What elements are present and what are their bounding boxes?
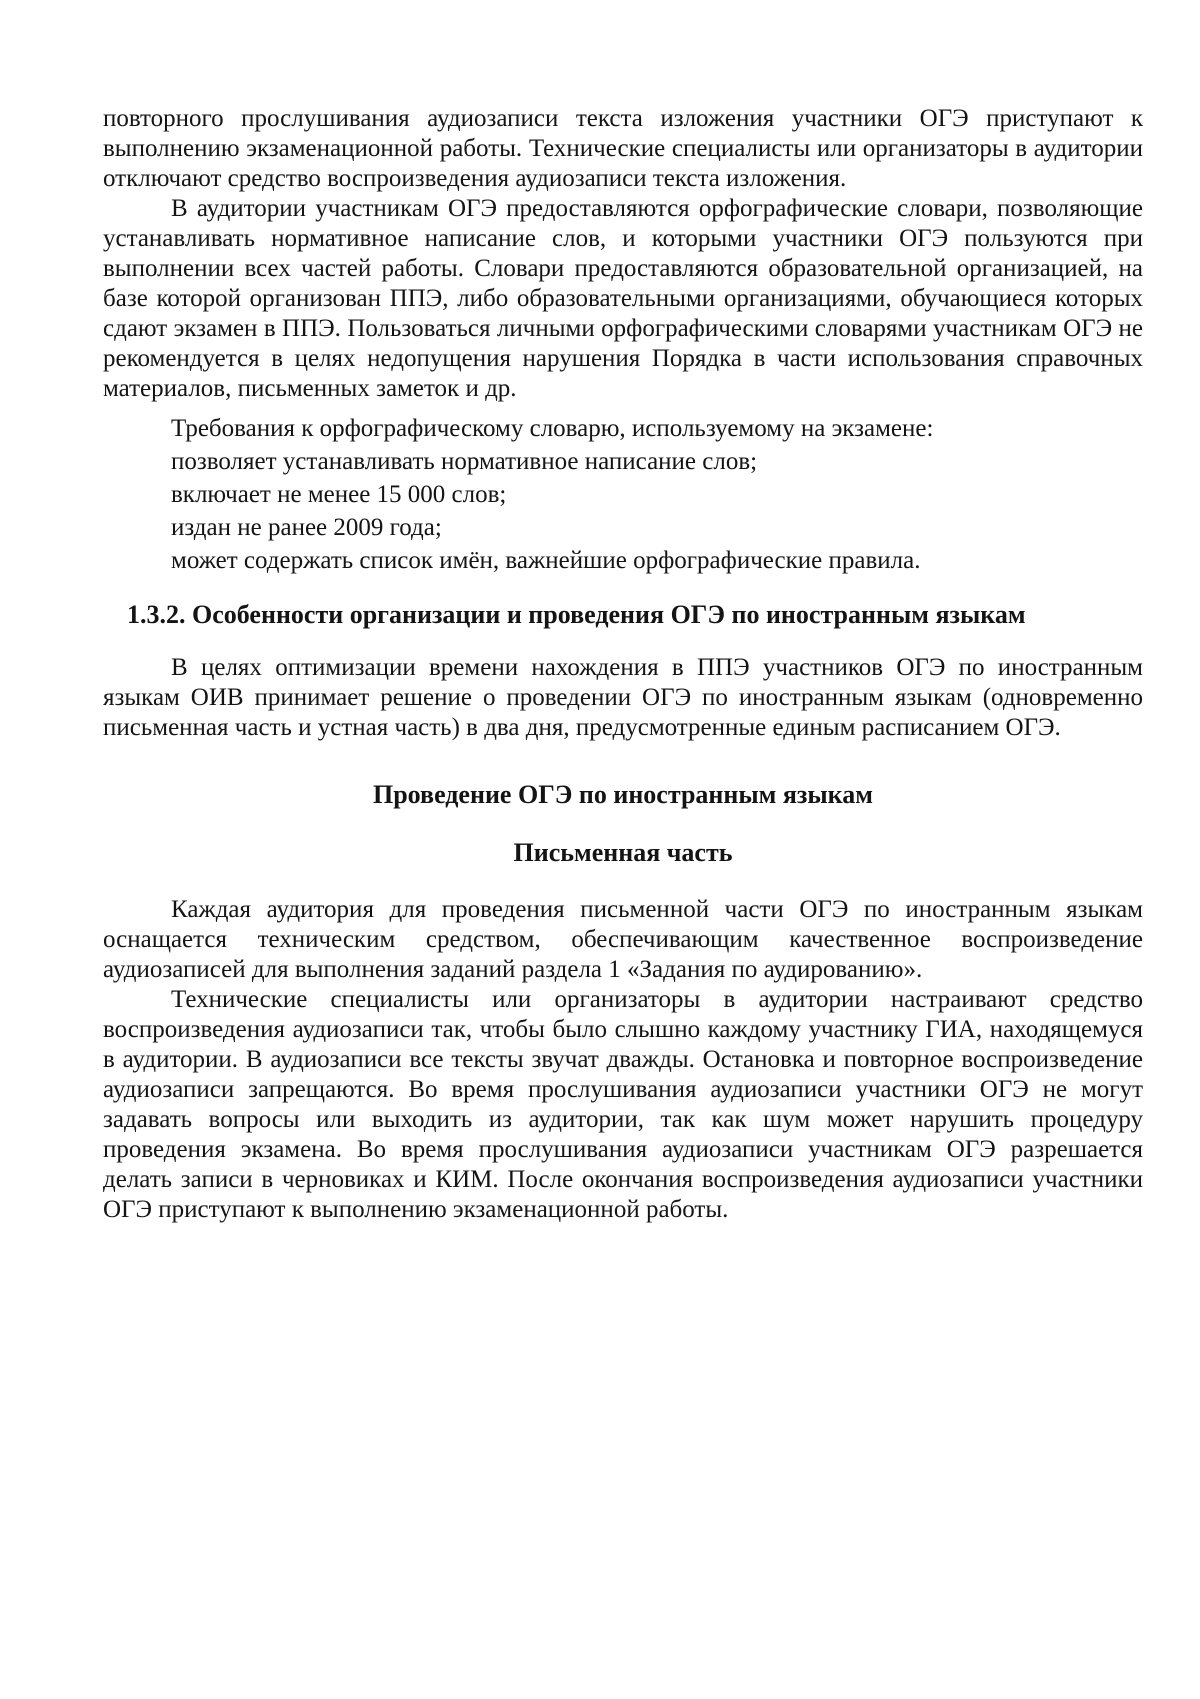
document-page [103, 104, 1143, 1225]
paragraph-equipment: Каждая аудитория для проведения письменной части ОГЭ по иностранным языкам оснащается техническим средством, обеспечивающим качественное воспроизведение аудиозаписей для выполнения заданий раздела 1 «Задания по аудированию». [103, 896, 1143, 983]
requirements-intro: Требования к орфографическому словарю, используемому на экзамене: [171, 415, 934, 442]
requirement-item: включает не менее 15 000 слов; [171, 481, 507, 508]
paragraph-optimization: В целях оптимизации времени нахождения в ППЭ участников ОГЭ по иностранным языкам ОИВ принимает решение о проведении ОГЭ по иностранным языкам (одновременно письменная часть и устная часть) в два дня, предусмотренные единым расписанием ОГЭ. [103, 654, 1143, 741]
paragraph-continuation: повторного прослушивания аудиозаписи текста изложения участники ОГЭ приступают к выполнению экзаменационной работы. Технические специалисты или организаторы в аудитории отключают средство воспроизведения аудиозаписи текста изложения. [103, 105, 1143, 192]
requirement-item: позволяет устанавливать нормативное написание слов; [171, 448, 758, 475]
heading-written-part: Письменная часть [513, 838, 733, 867]
paragraph-dictionaries: В аудитории участникам ОГЭ предоставляются орфографические словари, позволяющие устанавливать нормативное написание слов, и которыми участники ОГЭ пользуются при выполнении всех частей работы. Словари предоставляются образовательной организацией, на базе которой организован ППЭ, либо образовательными организациями, обучающиеся которых сдают экзамен в ППЭ. Пользоваться личными орфографическими словарями участникам ОГЭ не рекомендуется в целях недопущения нарушения Порядка в части использования справочных материалов, письменных заметок и др. [103, 195, 1143, 402]
paragraph-audio-procedure: Технические специалисты или организаторы в аудитории настраивают средство воспроизведения аудиозаписи так, чтобы было слышно каждому участнику ГИА, находящемуся в аудитории. В аудиозаписи все тексты звучат дважды. Остановка и повторное воспроизведение аудиозаписи запрещаются. Во время прослушивания аудиозаписи участники ОГЭ не могут задавать вопросы или выходить из аудитории, так как шум может нарушить процедуру проведения экзамена. Во время прослушивания аудиозаписи участникам ОГЭ разрешается делать записи в черновиках и КИМ. После окончания воспроизведения аудиозаписи участники ОГЭ приступают к выполнению экзаменационной работы. [103, 986, 1143, 1223]
heading-conduct: Проведение ОГЭ по иностранным языкам [373, 780, 873, 809]
requirements-list [103, 412, 1143, 577]
section-heading: 1.3.2. Особенности организации и проведения ОГЭ по иностранным языкам [127, 600, 1026, 629]
requirement-item: может содержать список имён, важнейшие орфографические правила. [171, 547, 921, 574]
requirement-item: издан не ранее 2009 года; [171, 514, 442, 541]
